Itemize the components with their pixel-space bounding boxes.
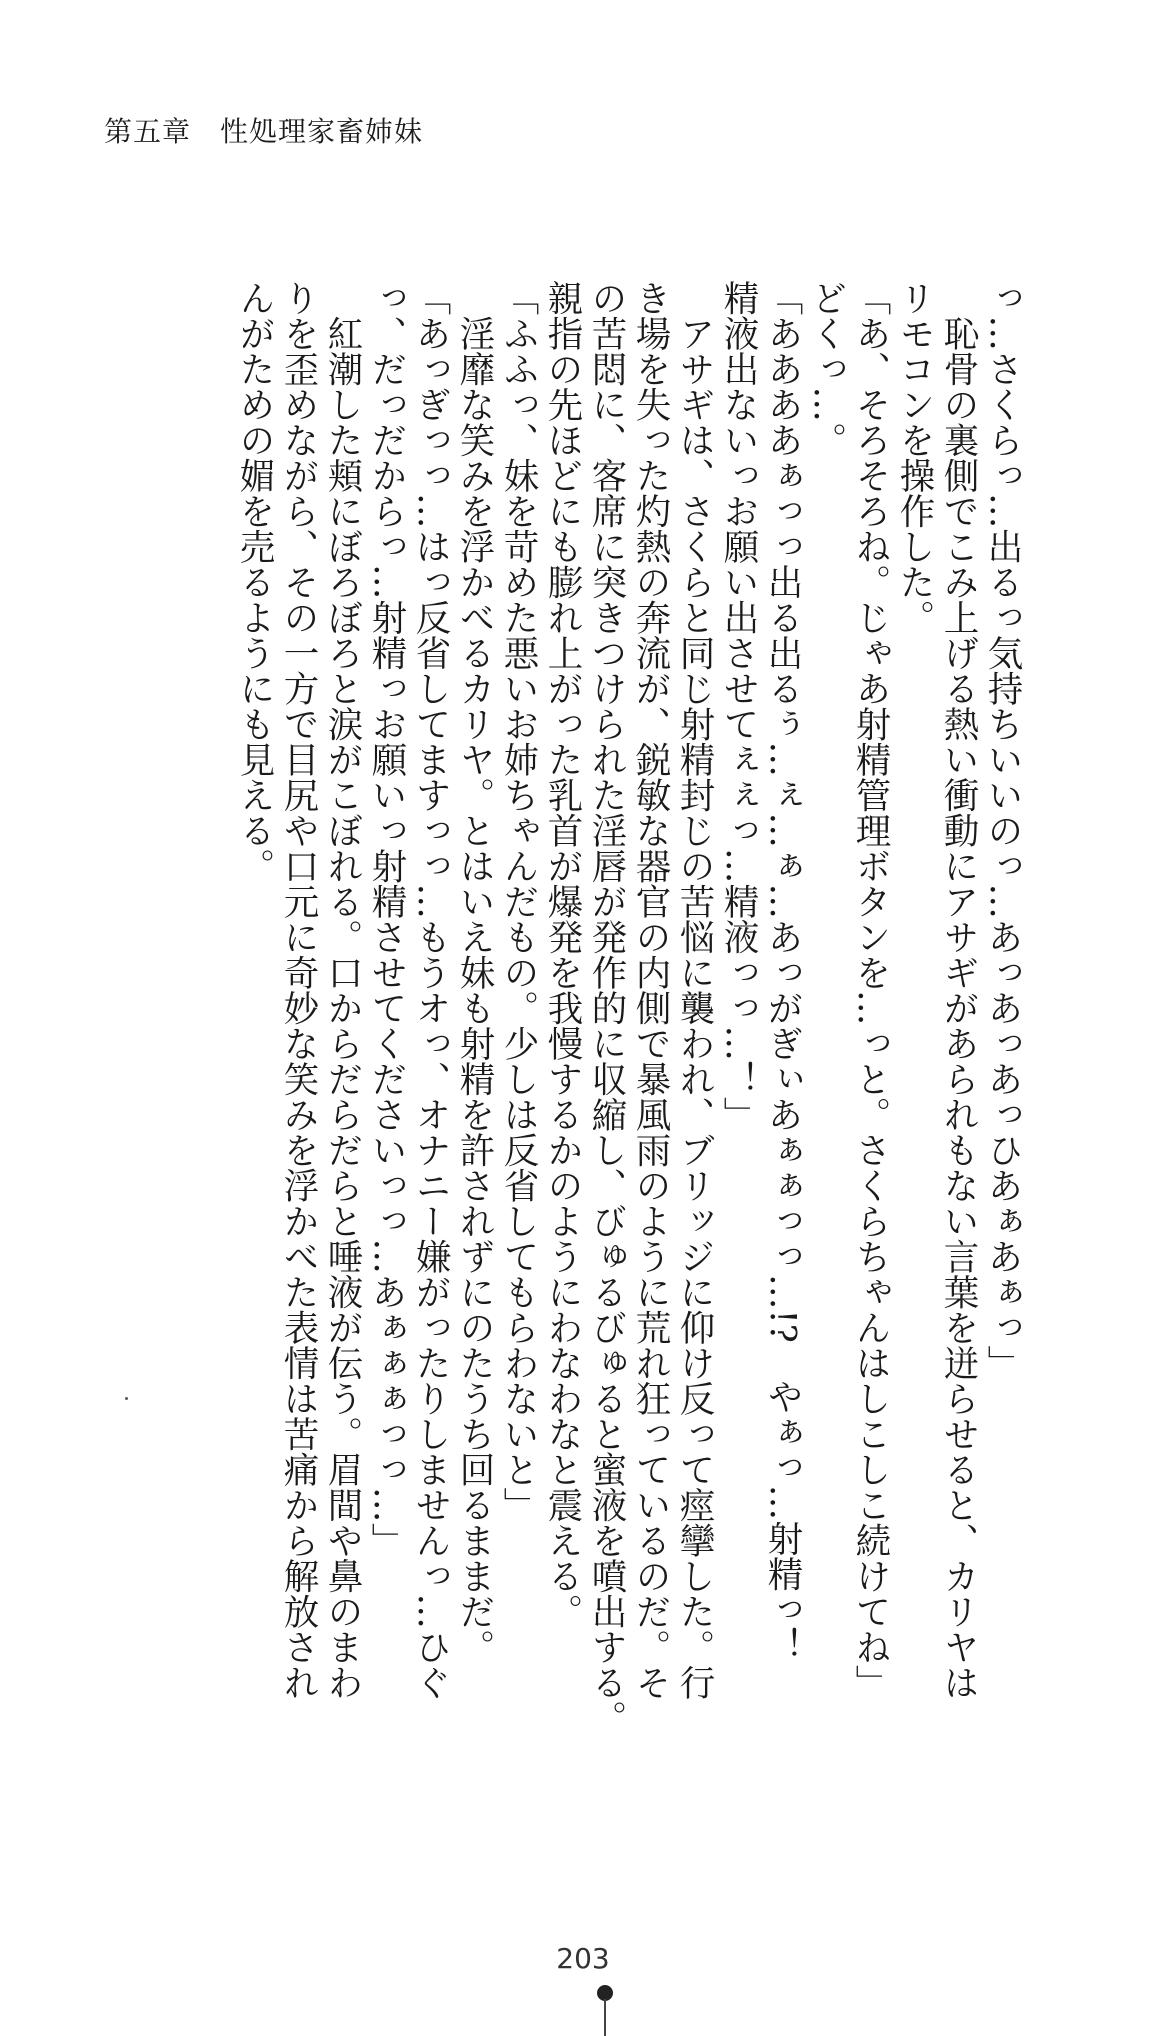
text-line: 紅潮した頬にぼろぼろと涙がこぼれる。口からだらだらと唾液が伝う。眉間や鼻のまわ xyxy=(322,280,363,1700)
text-line: 「あ、そろそろね。じゃあ射精管理ボタンを…っと。さくらちゃんはしこしこ続けてね」 xyxy=(850,280,891,1700)
text-line: 「ああああぁっっ出る出るぅ…ぇ…ぁ…あっがぎぃあぁぁっっ…!? やぁっ…射精っ！ xyxy=(762,280,803,1663)
text-line: 淫靡な笑みを浮かべるカリヤ。とはいえ妹も射精を許されずにのたうち回るままだ。 xyxy=(454,280,495,1665)
text-line: 親指の先ほどにも膨れ上がった乳首が爆発を我慢するかのようにわなわなと震える。 xyxy=(542,280,583,1629)
text-line: の苦悶に、客席に突きつけられた淫唇が発作的に収縮し、びゅるびゅると蜜液を噴出する。 xyxy=(586,280,627,1736)
text-line: どくっ…。 xyxy=(806,280,847,458)
text-line: 恥骨の裏側でこみ上げる熱い衝動にアサギがあられもない言葉を迸らせると、カリヤは xyxy=(938,280,979,1700)
text-line: アサギは、さくらと同じ射精封じの苦悩に襲われ、ブリッジに仰け反って痙攣した。行 xyxy=(674,280,715,1700)
text-line: 「ふふっ、妹を苛めた悪いお姉ちゃんだもの。少しは反省してもらわないと」 xyxy=(498,280,539,1523)
page-ornament-line xyxy=(604,1999,606,2036)
chapter-running-header: 第五章 性処理家畜姉妹 xyxy=(104,115,424,148)
text-line: りを歪めながら、その一方で目尻や口元に奇妙な笑みを浮かべた表情は苦痛から解放され xyxy=(278,280,319,1700)
text-line: 精液出ないっお願い出させてぇぇっ…精液っっ…！」 xyxy=(718,280,759,1132)
text-line: んがための媚を売るようにも見える。 xyxy=(234,280,275,884)
text-line: っ、だっだからっ…射精っお願いっ射精させてくださいっっ…あぁぁぁっっ…」 xyxy=(366,280,407,1558)
text-line: 「あっぎっっ…はっ反省してますっっ…もうオっ、オナニー嫌がったりしませんっ…ひぐ xyxy=(410,280,451,1700)
print-speck xyxy=(125,1397,128,1400)
text-line: き場を失った灼熱の奔流が、鋭敏な器官の内側で暴風雨のように荒れ狂っているのだ。そ xyxy=(630,280,671,1700)
text-line: リモコンを操作した。 xyxy=(894,280,935,635)
page-number: 203 xyxy=(556,1942,610,1975)
text-line: っ…さくらっ…出るっ気持ちいいのっ…あっあっあっひあぁあぁっ」 xyxy=(982,280,1023,1381)
vertical-body-text xyxy=(104,280,1024,1780)
